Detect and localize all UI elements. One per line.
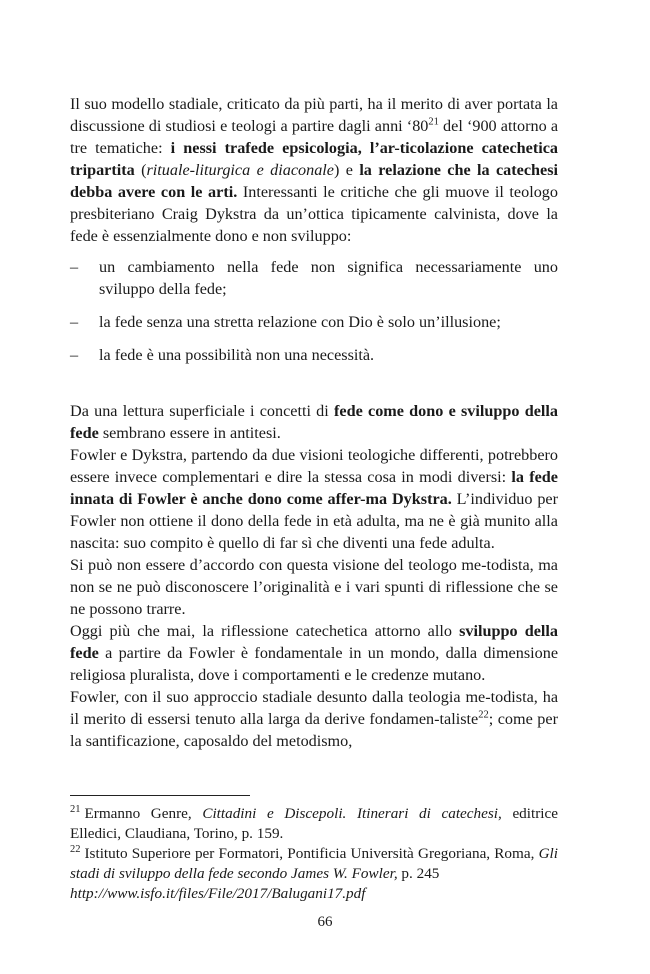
footnote-url-link[interactable]: http://www.isfo.it/files/File/2017/Balugani17.pdf xyxy=(70,885,366,902)
list-item: – la fede è una possibilità non una necessità. xyxy=(70,346,375,364)
dash-bullet: – xyxy=(70,313,79,331)
footnote-22: $^{22}$ Istituto Superiore per Formatori, Pontificia Università Gregoriana, Roma, Gli stadi di sviluppo della fede secondo James W. Fowler, p. 245 http://www.isfo.it/files/File/2017/Balugani17.pdf xyxy=(70,843,558,902)
paragraph-approccio-stadiale: Fowler, con il suo approccio stadiale desunto dalla teologia me-todista, ha il merito di essersi tenuto alla larga da derive fondamen-taliste$^{22}$; come per la santificazione, caposaldo del metodismo, xyxy=(70,688,558,750)
paragraph-dono-sviluppo: Da una lettura superficiale i concetti di fede come dono e sviluppo della fede sembrano essere in antitesi. xyxy=(70,402,559,442)
footnote-divider xyxy=(70,795,250,796)
paragraph-originalita: Si può non essere d’accordo con questa visione del teologo me-todista, ma non se ne può disconoscere l’originalità e i vari spunti di riflessione che se ne possono trarre. xyxy=(70,556,558,618)
footnote-ref-21[interactable]: 21 xyxy=(428,116,439,128)
paragraph-oggi: Oggi più che mai, la riflessione catechetica attorno allo sviluppo della fede a partire da Fowler è fondamentale in un mondo, dalla dimensione religiosa pluralista, dove i comportamenti e le credenze mutano. xyxy=(70,622,558,684)
paragraph-gap xyxy=(70,377,558,400)
page-number: 66 xyxy=(317,914,333,930)
footnote-21: $^{21}$ Ermanno Genre, Cittadini e Discepoli. Itinerari di catechesi, editrice Elledici, Claudiana, Torino, p. 159. xyxy=(70,803,558,842)
dash-bullet: – xyxy=(70,346,79,364)
page-body xyxy=(70,93,558,752)
dash-bullet: – xyxy=(70,258,79,276)
critique-list xyxy=(70,256,558,366)
intro-paragraph: Il suo modello stadiale, criticato da più parti, ha il merito di aver portata la discussione di studiosi e teologi a partire dagli anni ‘$80^{21}$ del ‘900 attorno a tre tematiche: i nessi trafede epsicologia, l’ar-ticolazione catechetica tripartita (rituale-liturgica e diaconale) e la relazione che la catechesi debba avere con le arti. Interessanti le critiche che gli muove il teologo presbiteriano Craig Dykstra da un’ottica tipicamente calvinista, dove la fede è essenzialmente dono e non sviluppo: xyxy=(70,95,559,245)
paragraph-fowler-dykstra: Fowler e Dykstra, partendo da due visioni teologiche differenti, potrebbero essere invece complementari e dire la stessa cosa in modi diversi: la fede innata di Fowler è anche dono come affer-ma Dykstra. L’individuo per Fowler non ottiene il dono della fede in età adulta, ma ne è già munito alla nascita: suo compito è quello di far sì che diventi una fede adulta. xyxy=(70,446,558,552)
footnote-ref-22[interactable]: 22 xyxy=(478,709,489,721)
footnotes xyxy=(70,795,558,904)
list-item: – un cambiamento nella fede non significa necessariamente uno sviluppo della fede; xyxy=(70,258,558,298)
list-item: – la fede senza una stretta relazione con Dio è solo un’illusione; xyxy=(70,313,501,331)
